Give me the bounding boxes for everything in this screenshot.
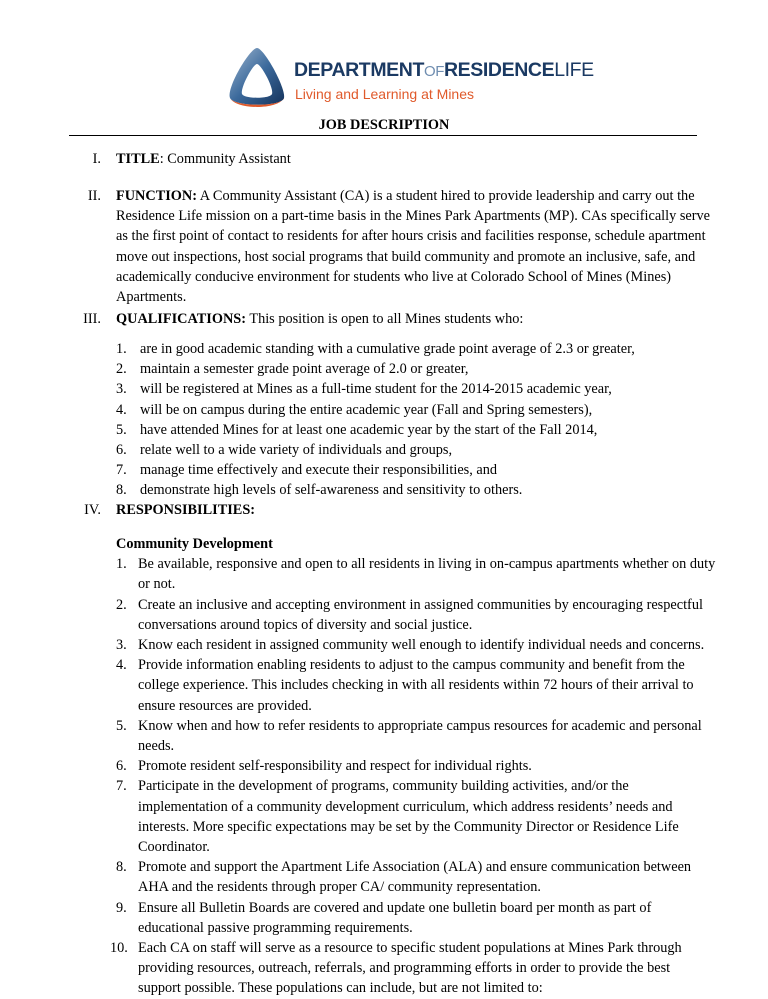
section-responsibilities-heading: RESPONSIBILITIES: [116,502,256,518]
responsibilities-list [110,554,716,998]
department-logo [224,44,594,114]
list-item: 1. Be available, responsive and open to all residents in living in on-campus apartments whether on duty or not. [116,556,716,593]
list-item: 4. will be on campus during the entire academic year (Fall and Spring semesters), [116,401,593,418]
list-item: 7. manage time effectively and execute their responsibilities, and [116,462,498,479]
list-item: 3. will be registered at Mines as a full-time student for the 2014-2015 academic year, [116,381,612,398]
section-numeral: IV. [84,502,101,518]
list-item: 1. are in good academic standing with a cumulative grade point average of 2.3 or greater, [116,341,635,357]
community-development-block [110,534,716,999]
list-item: 8. Promote and support the Apartment Life Association (ALA) and ensure communication between AHA and the residents through proper CA/ community representation. [116,859,692,896]
section-numeral: II. [87,188,101,204]
list-item: 7. Participate in the development of programs, community building activities, and/or the implementation of a community development curriculum, which address residents’ needs and interests. More specific expectations may be set by the Community Director or Residence Life Coordinator. [116,778,679,856]
list-item: 6. Promote resident self-responsibility and respect for individual rights. [116,758,532,775]
section-function-body: FUNCTION: A Community Assistant (CA) is a student hired to provide leadership and carry out the Residence Life mission on a part-time basis in the Mines Park Apartments (MP). CAs specifically serve as the first point of contact to residents for after hours crisis and facilities response, schedule apartment move out inspections, host social programs that build community and promote an inclusive, safe, and academically conducive environment for students who live at Colorado School of Mines (Mines) Apartments. [116,188,710,306]
list-item: 9. Ensure all Bulletin Boards are covered and update one bulletin board per month as part of educational passive programming requirements. [116,899,652,936]
list-item: 5. Know when and how to refer residents to appropriate campus resources for academic and personal needs. [116,717,702,755]
section-numeral: I. [92,151,101,167]
list-item: 2. Create an inclusive and accepting environment in assigned communities by encouraging respectful conversations around topics of diversity and social justice. [116,596,703,633]
list-item: 2. maintain a semester grade point average of 2.0 or greater, [116,361,469,378]
document-title: JOB DESCRIPTION [318,117,450,133]
qualifications-list [116,339,716,501]
list-item: 3. Know each resident in assigned community well enough to identify individual needs and concerns. [116,637,705,654]
list-item: 8. demonstrate high levels of self-awareness and sensitivity to others. [116,482,523,499]
subsection-heading: Community Development [116,536,273,552]
list-item: 10. Each CA on staff will serve as a resource to specific student populations at Mines Park through providing resources, outreach, referrals, and programming efforts in order to provide the best support possible. These populations can include, but are not limited to: [110,940,682,997]
list-item: 5. have attended Mines for at least one academic year by the start of the Fall 2014, [116,421,598,438]
section-numeral: III. [83,311,101,327]
logo-tagline: Living and Learning at Mines [295,86,475,102]
logo-department-name: DEPARTMENTOFRESIDENCELIFE [294,59,594,81]
list-item: 4. Provide information enabling residents to adjust to the campus community and benefit from the college experience. This includes checking in with all residents within 72 hours of their arrival to ensure resources are provided. [116,657,694,714]
list-item: 6. relate well to a wide variety of individuals and groups, [116,442,453,459]
title-divider [69,135,697,136]
section-qualifications-intro: QUALIFICATIONS: This position is open to all Mines students who: [116,311,524,327]
section-title-body: TITLE: Community Assistant [116,151,291,167]
mines-triangle-logo-icon [224,44,290,114]
